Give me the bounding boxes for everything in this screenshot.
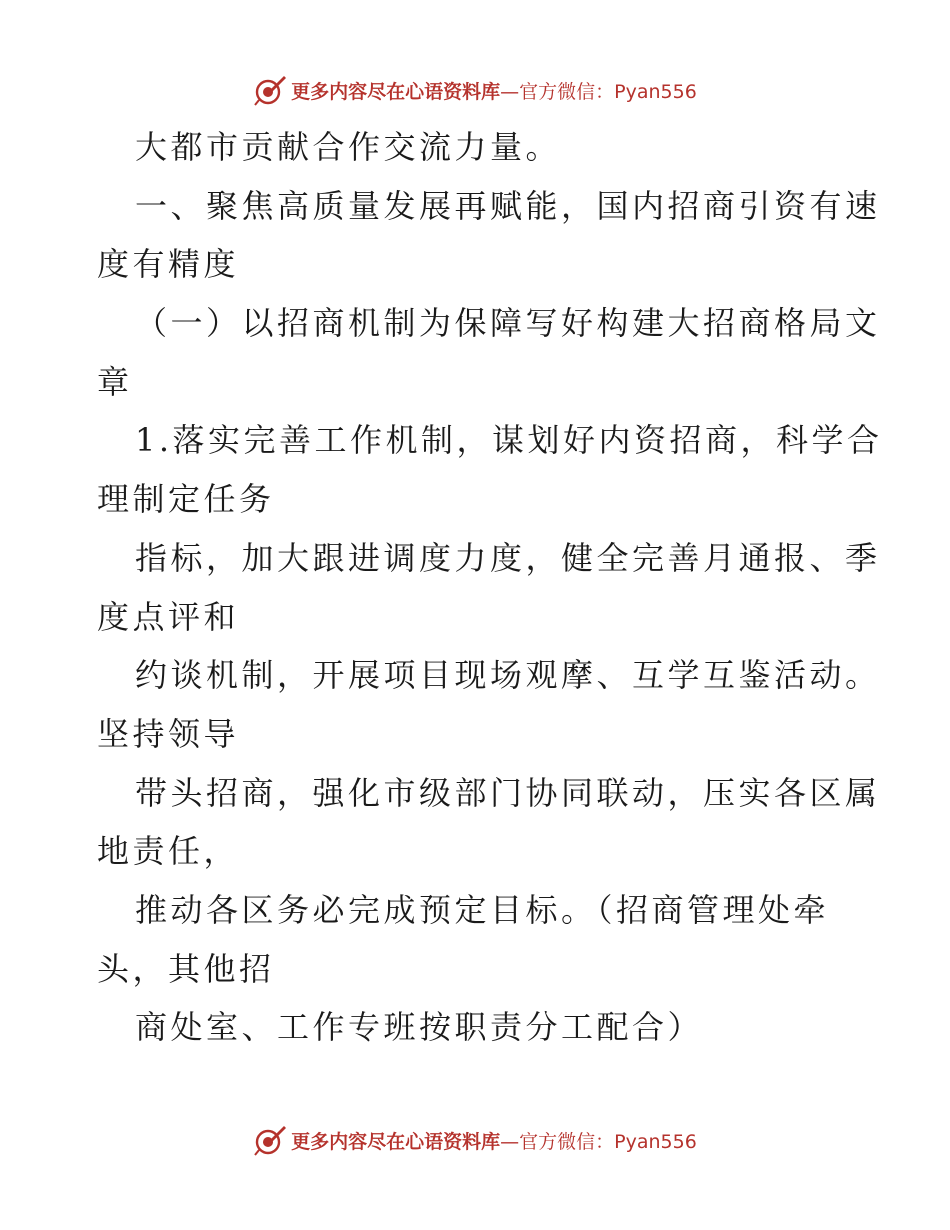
pen-logo-icon <box>253 1123 287 1157</box>
text-line: 指标，加大跟进调度力度，健全完善月通报、季 <box>135 538 881 577</box>
header-banner <box>0 70 950 110</box>
text-line: 推动各区务必完成预定目标。（招商管理处牵 <box>135 890 830 929</box>
text-line: 大都市贡献合作交流力量。 <box>135 128 562 166</box>
pen-logo-icon <box>253 73 287 107</box>
footer-banner <box>0 1120 950 1160</box>
banner-sub-text: —官方微信：Pyan556 <box>500 80 697 103</box>
subsection-heading-line-cont: 章 <box>97 362 133 401</box>
text-line: 1.落实完善工作机制，谋划好内资招商，科学合 <box>135 421 883 460</box>
banner-sub-text: —官方微信：Pyan556 <box>500 1130 697 1153</box>
banner-main-text: 更多内容尽在心语资料库 <box>291 1130 501 1153</box>
text-line: 约谈机制，开展项目现场观摩、互学互鉴活动。 <box>135 656 881 695</box>
document-body <box>97 118 883 1057</box>
subsection-heading-line: （一）以招商机制为保障写好构建大招商格局文 <box>135 304 881 343</box>
section-heading-line: 一、聚焦高质量发展再赋能，国内招商引资有速 <box>135 186 881 225</box>
text-line: 商处室、工作专班按职责分工配合） <box>135 1008 704 1047</box>
section-heading-line-cont: 度有精度 <box>97 245 240 284</box>
text-line: 带头招商，强化市级部门协同联动，压实各区属 <box>135 773 881 812</box>
text-line: 头，其他招 <box>97 949 275 988</box>
text-line: 理制定任务 <box>97 480 275 519</box>
text-line: 度点评和 <box>97 597 240 636</box>
text-line: 地责任， <box>97 832 240 871</box>
banner-main-text: 更多内容尽在心语资料库 <box>291 80 501 103</box>
text-line: 坚持领导 <box>97 714 240 753</box>
